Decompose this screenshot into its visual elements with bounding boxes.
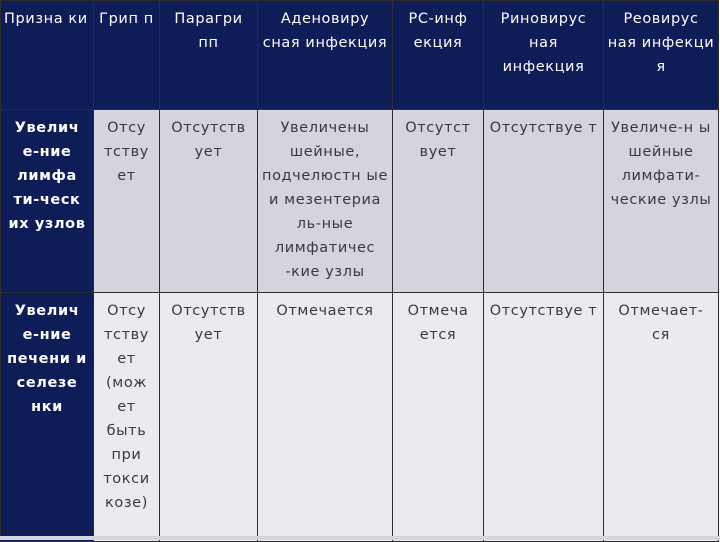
table-cell: Отмечает- ся bbox=[604, 293, 719, 542]
row-label-liver-spleen: Увелич е-ние печени и селезе нки bbox=[1, 293, 94, 542]
bottom-divider bbox=[0, 536, 720, 540]
table-cell: Отсутствуе т bbox=[484, 110, 604, 293]
table-cell: Отмеча ется bbox=[393, 293, 484, 542]
header-cell-parainfluenza: Парагри пп bbox=[160, 1, 258, 110]
table-cell: Отсутств ует bbox=[160, 110, 258, 293]
header-cell-reovirus: Реовирус ная инфекци я bbox=[604, 1, 719, 110]
table-cell: Увеличены шейные, подчелюстн ые и мезентериа ль-ные лимфатичес -кие узлы bbox=[258, 110, 393, 293]
table-cell: Отсутств ует bbox=[160, 293, 258, 542]
row-label-lymph-nodes: Увелич е-ние лимфа ти-ческ их узлов bbox=[1, 110, 94, 293]
header-cell-adenovirus: Аденовиру сная инфекция bbox=[258, 1, 393, 110]
table-row bbox=[1, 110, 719, 293]
table-cell: Отсутст вует bbox=[393, 110, 484, 293]
table-cell: Отсутствуе т bbox=[484, 293, 604, 542]
table-cell: Увеличе-н ы шейные лимфати- ческие узлы bbox=[604, 110, 719, 293]
header-cell-influenza: Грип п bbox=[94, 1, 160, 110]
table-header-row bbox=[1, 1, 719, 110]
table-row bbox=[1, 293, 719, 542]
header-cell-rhinovirus: Риновирус ная инфекция bbox=[484, 1, 604, 110]
table-cell: Отсу тству ет (мож ет быть при токси козе) bbox=[94, 293, 160, 542]
table-cell: Отмечается bbox=[258, 293, 393, 542]
table-cell: Отсу тству ет bbox=[94, 110, 160, 293]
header-cell-rs-infection: РС-инф екция bbox=[393, 1, 484, 110]
header-cell-signs: Призна ки bbox=[1, 1, 94, 110]
